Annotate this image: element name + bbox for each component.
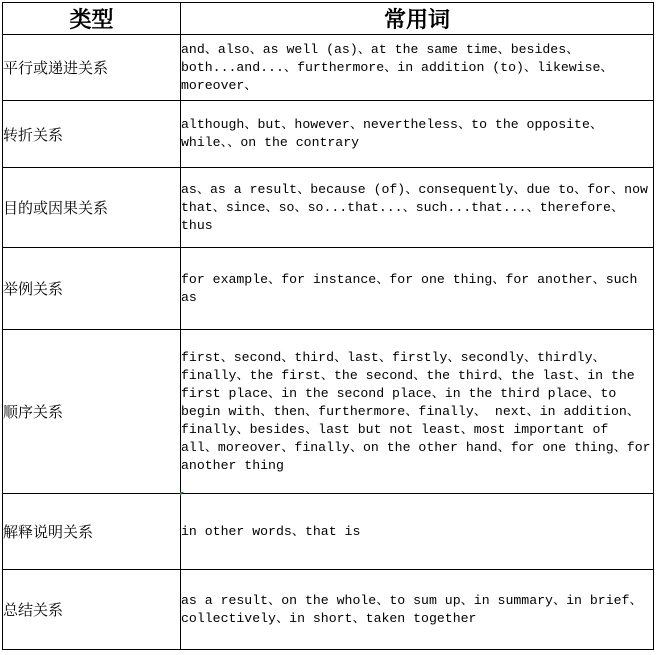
table-row [3,168,654,248]
table-row [3,248,654,330]
table-row [3,570,654,650]
cell-comment-marker [180,492,184,496]
connectives-table [2,2,654,650]
words-cell: as、as a result、because (of)、consequently、due to、for、now that、since、so、so...that...、such...that...、therefore、thus [181,168,654,248]
type-cell: 顺序关系 [3,330,181,494]
header-row [3,3,654,35]
header-words: 常用词 [181,3,654,35]
type-cell: 举例关系 [3,248,181,330]
table-row [3,101,654,168]
words-cell: for example、for instance、for one thing、for another、such as [181,248,654,330]
table-row [3,35,654,101]
words-cell: in other words、that is [181,494,654,570]
header-type: 类型 [3,3,181,35]
words-cell: and、also、as well (as)、at the same time、besides、both...and...、furthermore、in addition (to)、likewise、moreover、 [181,35,654,101]
type-cell: 转折关系 [3,101,181,168]
words-cell: although、but、however、nevertheless、to the opposite、while、、on the contrary [181,101,654,168]
type-cell: 平行或递进关系 [3,35,181,101]
table-row [3,494,654,570]
table-row [3,330,654,494]
type-cell: 解释说明关系 [3,494,181,570]
type-cell: 总结关系 [3,570,181,650]
words-cell: first、second、third、last、firstly、secondly、thirdly、finally、the first、the second、the third、the last、in the first place、in the second place、in the third place、to begin with、then、furthermore、finally、 next、in addition、finally、besides、last but not least、most important of all、moreover、finally、on the other hand、for one thing、for another thing [181,330,654,494]
type-cell: 目的或因果关系 [3,168,181,248]
words-cell: as a result、on the whole、to sum up、in summary、in brief、collectively、in short、taken together [181,570,654,650]
